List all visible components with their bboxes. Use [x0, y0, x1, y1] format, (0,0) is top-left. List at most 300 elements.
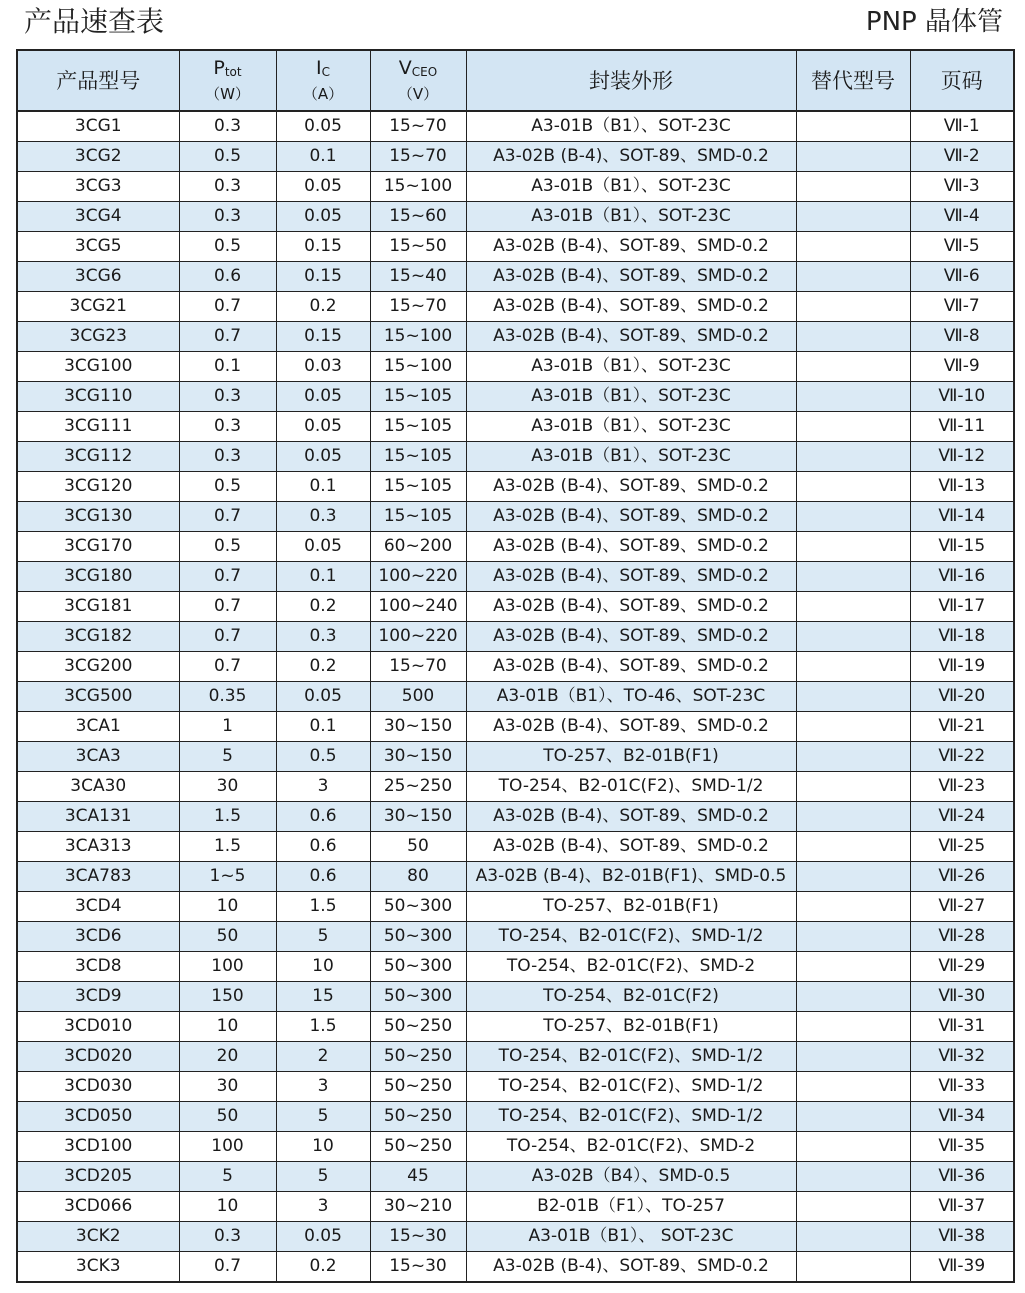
cell-ptot: 0.35	[179, 682, 276, 712]
cell-model: 3CG23	[17, 322, 179, 352]
table-row	[17, 952, 1014, 982]
cell-package: TO-254、B2-01C(F2)、SMD-1/2	[466, 1072, 796, 1102]
cell-ptot: 50	[179, 922, 276, 952]
cell-replacement	[796, 202, 910, 232]
cell-page: Ⅶ-13	[910, 472, 1014, 502]
cell-vceo: 45	[370, 1162, 466, 1192]
cell-package: A3-02B (B-4)、SOT-89、SMD-0.2	[466, 502, 796, 532]
cell-ptot: 100	[179, 1132, 276, 1162]
cell-ptot: 0.3	[179, 111, 276, 142]
cell-ic: 0.05	[276, 682, 370, 712]
cell-ic: 0.2	[276, 652, 370, 682]
cell-package: A3-01B（B1）、SOT-23C	[466, 111, 796, 142]
cell-package: A3-01B（B1）、SOT-23C	[466, 202, 796, 232]
cell-page: Ⅶ-1	[910, 111, 1014, 142]
cell-page: Ⅶ-3	[910, 172, 1014, 202]
cell-package: A3-02B (B-4)、SOT-89、SMD-0.2	[466, 562, 796, 592]
cell-ic: 0.15	[276, 322, 370, 352]
cell-model: 3CG5	[17, 232, 179, 262]
cell-model: 3CD205	[17, 1162, 179, 1192]
cell-vceo: 30~150	[370, 802, 466, 832]
cell-replacement	[796, 1042, 910, 1072]
cell-model: 3CD4	[17, 892, 179, 922]
cell-package: A3-01B（B1）、TO-46、SOT-23C	[466, 682, 796, 712]
cell-ic: 0.3	[276, 622, 370, 652]
cell-page: Ⅶ-9	[910, 352, 1014, 382]
cell-package: A3-02B (B-4)、SOT-89、SMD-0.2	[466, 292, 796, 322]
table-row	[17, 1102, 1014, 1132]
cell-replacement	[796, 502, 910, 532]
cell-vceo: 50~300	[370, 892, 466, 922]
cell-ptot: 0.7	[179, 652, 276, 682]
cell-ic: 0.3	[276, 502, 370, 532]
cell-package: TO-254、B2-01C(F2)、SMD-2	[466, 952, 796, 982]
cell-ptot: 10	[179, 1012, 276, 1042]
product-category: PNP 晶体管	[865, 7, 1003, 37]
cell-ic: 1.5	[276, 1012, 370, 1042]
cell-ptot: 0.3	[179, 202, 276, 232]
cell-ptot: 0.7	[179, 292, 276, 322]
cell-vceo: 80	[370, 862, 466, 892]
table-row	[17, 1132, 1014, 1162]
cell-replacement	[796, 1132, 910, 1162]
cell-model: 3CA1	[17, 712, 179, 742]
cell-page: Ⅶ-14	[910, 502, 1014, 532]
cell-page: Ⅶ-26	[910, 862, 1014, 892]
table-row	[17, 352, 1014, 382]
cell-vceo: 50~300	[370, 952, 466, 982]
cell-replacement	[796, 412, 910, 442]
cell-vceo: 15~100	[370, 352, 466, 382]
cell-vceo: 100~220	[370, 622, 466, 652]
cell-model: 3CA30	[17, 772, 179, 802]
cell-model: 3CG1	[17, 111, 179, 142]
table-row	[17, 592, 1014, 622]
cell-package: A3-02B（B4）、SMD-0.5	[466, 1162, 796, 1192]
cell-package: TO-254、B2-01C(F2)、SMD-2	[466, 1132, 796, 1162]
cell-vceo: 50~250	[370, 1012, 466, 1042]
cell-ic: 0.05	[276, 412, 370, 442]
cell-replacement	[796, 1252, 910, 1283]
cell-model: 3CD030	[17, 1072, 179, 1102]
cell-page: Ⅶ-25	[910, 832, 1014, 862]
table-row	[17, 742, 1014, 772]
cell-model: 3CD050	[17, 1102, 179, 1132]
cell-ptot: 1.5	[179, 832, 276, 862]
ptot-unit: （W）	[205, 84, 250, 103]
cell-ptot: 0.6	[179, 262, 276, 292]
cell-page: Ⅶ-29	[910, 952, 1014, 982]
cell-ic: 3	[276, 1192, 370, 1222]
cell-package: TO-257、B2-01B(F1)	[466, 892, 796, 922]
cell-replacement	[796, 862, 910, 892]
cell-ptot: 0.3	[179, 172, 276, 202]
cell-package: A3-02B (B-4)、SOT-89、SMD-0.2	[466, 232, 796, 262]
cell-package: A3-01B（B1）、SOT-23C	[466, 382, 796, 412]
cell-vceo: 15~105	[370, 412, 466, 442]
table-row	[17, 1162, 1014, 1192]
cell-replacement	[796, 111, 910, 142]
cell-ptot: 10	[179, 1192, 276, 1222]
cell-vceo: 50~300	[370, 922, 466, 952]
cell-ptot: 0.7	[179, 1252, 276, 1283]
column-header-page: 页码	[910, 50, 1014, 111]
table-row	[17, 772, 1014, 802]
cell-page: Ⅶ-8	[910, 322, 1014, 352]
cell-vceo: 15~105	[370, 382, 466, 412]
cell-page: Ⅶ-30	[910, 982, 1014, 1012]
cell-ptot: 0.7	[179, 502, 276, 532]
cell-replacement	[796, 682, 910, 712]
table-row	[17, 1072, 1014, 1102]
table-row	[17, 982, 1014, 1012]
cell-package: TO-257、B2-01B(F1)	[466, 1012, 796, 1042]
cell-model: 3CD6	[17, 922, 179, 952]
cell-ptot: 50	[179, 1102, 276, 1132]
cell-page: Ⅶ-15	[910, 532, 1014, 562]
cell-ic: 0.05	[276, 111, 370, 142]
cell-vceo: 15~105	[370, 472, 466, 502]
cell-replacement	[796, 322, 910, 352]
cell-ic: 0.2	[276, 292, 370, 322]
table-row	[17, 802, 1014, 832]
cell-page: Ⅶ-20	[910, 682, 1014, 712]
cell-package: A3-02B (B-4)、SOT-89、SMD-0.2	[466, 592, 796, 622]
cell-page: Ⅶ-19	[910, 652, 1014, 682]
table-row	[17, 1042, 1014, 1072]
cell-ic: 0.1	[276, 472, 370, 502]
cell-model: 3CK3	[17, 1252, 179, 1283]
cell-model: 3CG130	[17, 502, 179, 532]
cell-replacement	[796, 892, 910, 922]
cell-ptot: 5	[179, 742, 276, 772]
cell-ic: 0.05	[276, 202, 370, 232]
cell-ptot: 1	[179, 712, 276, 742]
cell-model: 3CD8	[17, 952, 179, 982]
cell-package: A3-02B (B-4)、SOT-89、SMD-0.2	[466, 322, 796, 352]
cell-page: Ⅶ-35	[910, 1132, 1014, 1162]
cell-replacement	[796, 922, 910, 952]
table-row	[17, 172, 1014, 202]
cell-model: 3CG6	[17, 262, 179, 292]
cell-model: 3CG100	[17, 352, 179, 382]
cell-ic: 0.1	[276, 142, 370, 172]
cell-replacement	[796, 472, 910, 502]
column-header-replacement: 替代型号	[796, 50, 910, 111]
table-row	[17, 922, 1014, 952]
cell-ic: 0.2	[276, 1252, 370, 1283]
cell-vceo: 15~70	[370, 292, 466, 322]
table-row	[17, 111, 1014, 142]
cell-ptot: 0.7	[179, 622, 276, 652]
cell-package: TO-254、B2-01C(F2)、SMD-1/2	[466, 1042, 796, 1072]
ic-unit: （A）	[302, 84, 344, 103]
cell-ic: 0.05	[276, 382, 370, 412]
cell-package: A3-02B (B-4)、SOT-89、SMD-0.2	[466, 262, 796, 292]
cell-vceo: 50~250	[370, 1072, 466, 1102]
table-row	[17, 232, 1014, 262]
cell-page: Ⅶ-7	[910, 292, 1014, 322]
cell-ic: 5	[276, 1162, 370, 1192]
table-row	[17, 382, 1014, 412]
cell-model: 3CG111	[17, 412, 179, 442]
table-row	[17, 1252, 1014, 1283]
cell-ic: 0.05	[276, 442, 370, 472]
cell-package: A3-02B (B-4)、SOT-89、SMD-0.2	[466, 832, 796, 862]
table-row	[17, 472, 1014, 502]
cell-model: 3CG110	[17, 382, 179, 412]
cell-replacement	[796, 832, 910, 862]
cell-ic: 10	[276, 1132, 370, 1162]
cell-ic: 0.1	[276, 562, 370, 592]
cell-vceo: 15~100	[370, 172, 466, 202]
cell-page: Ⅶ-10	[910, 382, 1014, 412]
cell-ic: 0.6	[276, 862, 370, 892]
cell-replacement	[796, 142, 910, 172]
cell-ic: 5	[276, 922, 370, 952]
cell-vceo: 50~250	[370, 1102, 466, 1132]
table-row	[17, 862, 1014, 892]
cell-replacement	[796, 1192, 910, 1222]
cell-vceo: 25~250	[370, 772, 466, 802]
cell-vceo: 50~300	[370, 982, 466, 1012]
cell-package: TO-254、B2-01C(F2)、SMD-1/2	[466, 772, 796, 802]
cell-ic: 0.05	[276, 532, 370, 562]
cell-ptot: 0.5	[179, 472, 276, 502]
cell-page: Ⅶ-33	[910, 1072, 1014, 1102]
cell-model: 3CD010	[17, 1012, 179, 1042]
cell-package: A3-02B (B-4)、SOT-89、SMD-0.2	[466, 652, 796, 682]
cell-model: 3CA131	[17, 802, 179, 832]
cell-page: Ⅶ-27	[910, 892, 1014, 922]
cell-page: Ⅶ-2	[910, 142, 1014, 172]
cell-replacement	[796, 232, 910, 262]
cell-ic: 10	[276, 952, 370, 982]
table-row	[17, 502, 1014, 532]
cell-ptot: 0.1	[179, 352, 276, 382]
cell-ptot: 0.7	[179, 322, 276, 352]
cell-package: A3-02B (B-4)、SOT-89、SMD-0.2	[466, 802, 796, 832]
table-row	[17, 1192, 1014, 1222]
cell-package: A3-02B (B-4)、B2-01B(F1)、SMD-0.5	[466, 862, 796, 892]
cell-model: 3CG181	[17, 592, 179, 622]
cell-model: 3CD066	[17, 1192, 179, 1222]
cell-ptot: 30	[179, 1072, 276, 1102]
cell-page: Ⅶ-17	[910, 592, 1014, 622]
table-row	[17, 292, 1014, 322]
cell-vceo: 15~60	[370, 202, 466, 232]
cell-page: Ⅶ-28	[910, 922, 1014, 952]
cell-vceo: 50~250	[370, 1132, 466, 1162]
cell-replacement	[796, 172, 910, 202]
cell-vceo: 15~105	[370, 502, 466, 532]
cell-page: Ⅶ-12	[910, 442, 1014, 472]
cell-model: 3CA3	[17, 742, 179, 772]
cell-vceo: 100~220	[370, 562, 466, 592]
table-row	[17, 442, 1014, 472]
cell-page: Ⅶ-36	[910, 1162, 1014, 1192]
table-row	[17, 1012, 1014, 1042]
cell-replacement	[796, 1012, 910, 1042]
cell-page: Ⅶ-6	[910, 262, 1014, 292]
cell-vceo: 500	[370, 682, 466, 712]
ptot-symbol: $P_{tot}$	[213, 56, 242, 79]
cell-replacement	[796, 712, 910, 742]
cell-ic: 0.1	[276, 712, 370, 742]
cell-replacement	[796, 772, 910, 802]
cell-ptot: 0.5	[179, 532, 276, 562]
cell-replacement	[796, 802, 910, 832]
table-row	[17, 142, 1014, 172]
table-header-row	[17, 50, 1014, 111]
cell-ptot: 30	[179, 772, 276, 802]
cell-ic: 0.2	[276, 592, 370, 622]
table-row	[17, 562, 1014, 592]
cell-vceo: 15~40	[370, 262, 466, 292]
cell-replacement	[796, 622, 910, 652]
table-row	[17, 712, 1014, 742]
cell-vceo: 15~100	[370, 322, 466, 352]
cell-package: TO-254、B2-01C(F2)、SMD-1/2	[466, 1102, 796, 1132]
cell-vceo: 15~30	[370, 1252, 466, 1283]
cell-replacement	[796, 652, 910, 682]
cell-ptot: 20	[179, 1042, 276, 1072]
cell-package: TO-254、B2-01C(F2)、SMD-1/2	[466, 922, 796, 952]
cell-package: A3-01B（B1）、SOT-23C	[466, 412, 796, 442]
cell-ic: 0.03	[276, 352, 370, 382]
cell-ptot: 5	[179, 1162, 276, 1192]
cell-ic: 5	[276, 1102, 370, 1132]
column-header-model: 产品型号	[17, 50, 179, 111]
cell-model: 3CG4	[17, 202, 179, 232]
cell-ptot: 0.3	[179, 442, 276, 472]
cell-model: 3CG182	[17, 622, 179, 652]
cell-ic: 0.5	[276, 742, 370, 772]
cell-vceo: 30~150	[370, 712, 466, 742]
cell-vceo: 15~70	[370, 111, 466, 142]
cell-replacement	[796, 1072, 910, 1102]
cell-page: Ⅶ-32	[910, 1042, 1014, 1072]
cell-package: A3-02B (B-4)、SOT-89、SMD-0.2	[466, 712, 796, 742]
cell-package: TO-254、B2-01C(F2)	[466, 982, 796, 1012]
cell-replacement	[796, 352, 910, 382]
cell-vceo: 50~250	[370, 1042, 466, 1072]
cell-replacement	[796, 562, 910, 592]
cell-ptot: 0.3	[179, 1222, 276, 1252]
cell-replacement	[796, 1222, 910, 1252]
cell-model: 3CG3	[17, 172, 179, 202]
cell-vceo: 30~210	[370, 1192, 466, 1222]
cell-ptot: 0.5	[179, 232, 276, 262]
column-header-ic	[276, 50, 370, 111]
table-body	[17, 111, 1014, 1282]
cell-model: 3CG2	[17, 142, 179, 172]
cell-ic: 2	[276, 1042, 370, 1072]
cell-ic: 0.15	[276, 262, 370, 292]
cell-replacement	[796, 1162, 910, 1192]
cell-ptot: 0.3	[179, 382, 276, 412]
cell-ic: 3	[276, 772, 370, 802]
table-row	[17, 322, 1014, 352]
cell-package: A3-01B（B1）、SOT-23C	[466, 172, 796, 202]
cell-package: A3-02B (B-4)、SOT-89、SMD-0.2	[466, 142, 796, 172]
cell-model: 3CG180	[17, 562, 179, 592]
cell-ic: 0.05	[276, 1222, 370, 1252]
cell-vceo: 15~70	[370, 652, 466, 682]
cell-vceo: 15~50	[370, 232, 466, 262]
cell-replacement	[796, 742, 910, 772]
cell-vceo: 15~105	[370, 442, 466, 472]
cell-ic: 15	[276, 982, 370, 1012]
table-row	[17, 412, 1014, 442]
table-row	[17, 1222, 1014, 1252]
cell-page: Ⅶ-37	[910, 1192, 1014, 1222]
cell-page: Ⅶ-23	[910, 772, 1014, 802]
cell-model: 3CD020	[17, 1042, 179, 1072]
cell-vceo: 60~200	[370, 532, 466, 562]
vceo-unit: （V）	[397, 84, 439, 103]
cell-ptot: 1.5	[179, 802, 276, 832]
cell-page: Ⅶ-18	[910, 622, 1014, 652]
cell-package: A3-02B (B-4)、SOT-89、SMD-0.2	[466, 472, 796, 502]
cell-page: Ⅶ-4	[910, 202, 1014, 232]
product-quick-reference-table	[16, 49, 1015, 1283]
cell-page: Ⅶ-34	[910, 1102, 1014, 1132]
cell-ptot: 10	[179, 892, 276, 922]
cell-vceo: 30~150	[370, 742, 466, 772]
cell-ic: 1.5	[276, 892, 370, 922]
cell-model: 3CG170	[17, 532, 179, 562]
cell-replacement	[796, 532, 910, 562]
column-header-package: 封装外形	[466, 50, 796, 111]
cell-replacement	[796, 1102, 910, 1132]
cell-vceo: 50	[370, 832, 466, 862]
cell-page: Ⅶ-39	[910, 1252, 1014, 1283]
cell-package: B2-01B（F1）、TO-257	[466, 1192, 796, 1222]
cell-replacement	[796, 292, 910, 322]
table-row	[17, 262, 1014, 292]
cell-model: 3CG120	[17, 472, 179, 502]
table-row	[17, 202, 1014, 232]
cell-ic: 0.6	[276, 832, 370, 862]
cell-package: TO-257、B2-01B(F1)	[466, 742, 796, 772]
cell-ic: 0.05	[276, 172, 370, 202]
cell-page: Ⅶ-21	[910, 712, 1014, 742]
cell-vceo: 15~70	[370, 142, 466, 172]
table-row	[17, 682, 1014, 712]
column-header-vceo	[370, 50, 466, 111]
table-row	[17, 622, 1014, 652]
cell-package: A3-01B（B1）、SOT-23C	[466, 352, 796, 382]
cell-page: Ⅶ-38	[910, 1222, 1014, 1252]
cell-replacement	[796, 592, 910, 622]
cell-ptot: 0.7	[179, 562, 276, 592]
cell-page: Ⅶ-24	[910, 802, 1014, 832]
cell-model: 3CA783	[17, 862, 179, 892]
cell-vceo: 100~240	[370, 592, 466, 622]
cell-ptot: 0.3	[179, 412, 276, 442]
ic-symbol: $I_C$	[316, 56, 330, 79]
cell-model: 3CG21	[17, 292, 179, 322]
cell-ptot: 0.5	[179, 142, 276, 172]
cell-package: A3-02B (B-4)、SOT-89、SMD-0.2	[466, 532, 796, 562]
cell-ptot: 0.7	[179, 592, 276, 622]
table-row	[17, 832, 1014, 862]
cell-replacement	[796, 442, 910, 472]
cell-replacement	[796, 952, 910, 982]
column-header-ptot	[179, 50, 276, 111]
cell-replacement	[796, 382, 910, 412]
